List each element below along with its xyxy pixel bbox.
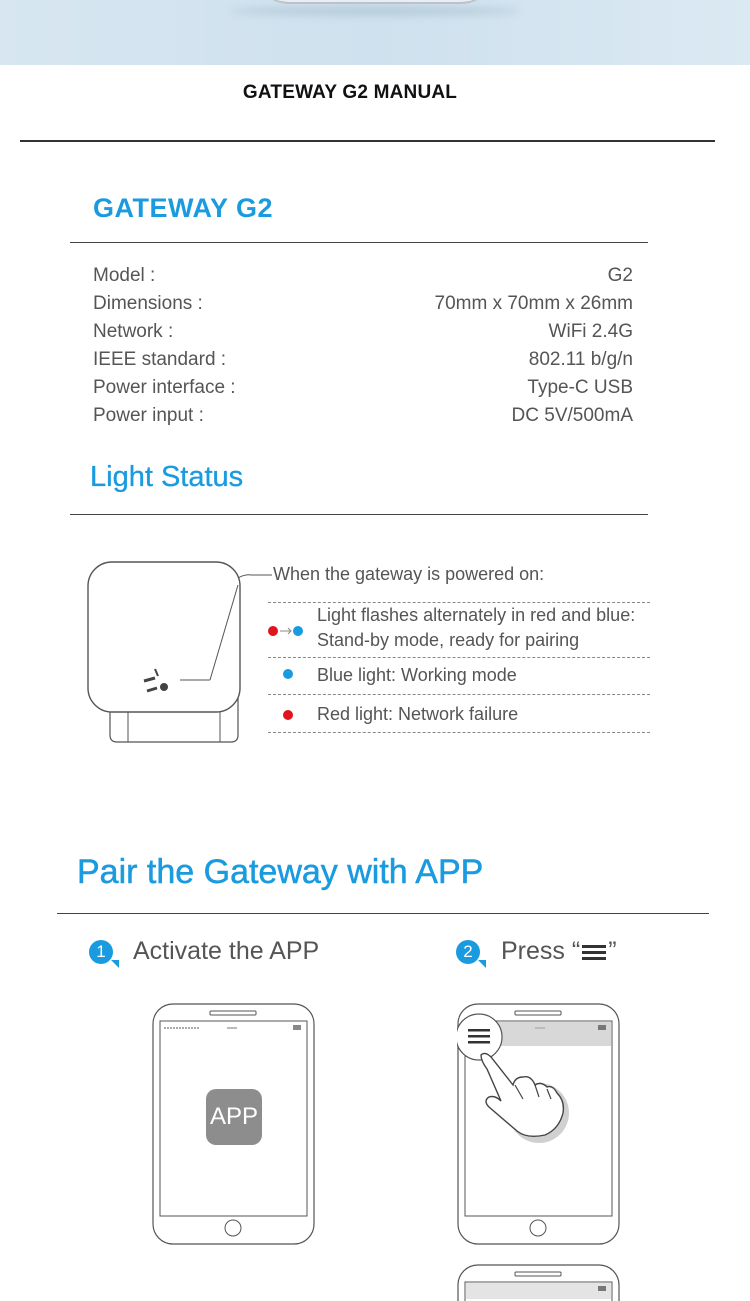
step-badge-tail (111, 960, 119, 968)
spec-value: Type-C USB (527, 377, 633, 398)
spec-row-ieee (93, 349, 633, 377)
light-section-title: Light Status (90, 461, 244, 493)
spec-row-power-interface (93, 377, 633, 405)
menu-icon (581, 944, 607, 960)
spec-value: 802.11 b/g/n (528, 349, 633, 370)
spec-divider (70, 242, 648, 243)
phone-illustration-2 (457, 1003, 621, 1246)
spec-label: Model : (93, 265, 156, 286)
spec-value: 70mm x 70mm x 26mm (434, 293, 633, 314)
step-badge-tail (478, 960, 486, 968)
status-standby-line1: Light flashes alternately in red and blue: (317, 605, 636, 625)
title-divider (20, 140, 715, 142)
spec-label: IEEE standard : (93, 349, 227, 370)
status-divider (268, 657, 650, 658)
app-icon: APP (206, 1089, 262, 1145)
status-divider (268, 602, 650, 603)
spec-label: Power interface : (93, 377, 236, 398)
pair-divider (57, 913, 709, 914)
status-divider (268, 694, 650, 695)
status-standby-line2: Stand-by mode, ready for pairing (317, 630, 580, 650)
status-network-failure: Red light: Network failure (317, 704, 519, 724)
hero-image (0, 0, 750, 65)
spec-label: Power input : (93, 405, 204, 426)
spec-value: G2 (607, 265, 633, 286)
blue-dot-icon (283, 669, 293, 679)
callout-connector (235, 568, 275, 580)
alternate-arrow-icon (279, 626, 293, 636)
step-2-label (501, 937, 617, 966)
spec-value: DC 5V/500mA (511, 405, 633, 426)
blue-dot-icon (293, 626, 303, 636)
spec-value: WiFi 2.4G (548, 321, 633, 342)
status-working: Blue light: Working mode (317, 665, 517, 685)
spec-row-model (93, 265, 633, 293)
red-dot-icon (283, 710, 293, 720)
light-intro-text: When the gateway is powered on: (273, 564, 545, 584)
pair-section-title: Pair the Gateway with APP (77, 853, 484, 891)
status-divider (268, 732, 650, 733)
step-2-badge: 2 (456, 940, 480, 964)
step-2-label-start: Press “ (501, 937, 581, 965)
gateway-diagram (80, 555, 280, 750)
gateway-device-image (250, 0, 500, 4)
step-2-label-end: ” (608, 937, 617, 965)
spec-row-network (93, 321, 633, 349)
spec-section-title: GATEWAY G2 (93, 193, 274, 223)
spec-label: Network : (93, 321, 174, 342)
page-title: GATEWAY G2 MANUAL (242, 82, 458, 103)
spec-label: Dimensions : (93, 293, 203, 314)
step-1-label: Activate the APP (133, 937, 320, 965)
indicator-light-icon (160, 683, 168, 691)
hero-shadow (230, 6, 520, 16)
light-divider (70, 514, 648, 515)
spec-row-dimensions (93, 293, 633, 321)
spec-row-power-input (93, 405, 633, 433)
red-dot-icon (268, 626, 278, 636)
step-1-badge: 1 (89, 940, 113, 964)
phone-illustration-3 (457, 1264, 621, 1301)
